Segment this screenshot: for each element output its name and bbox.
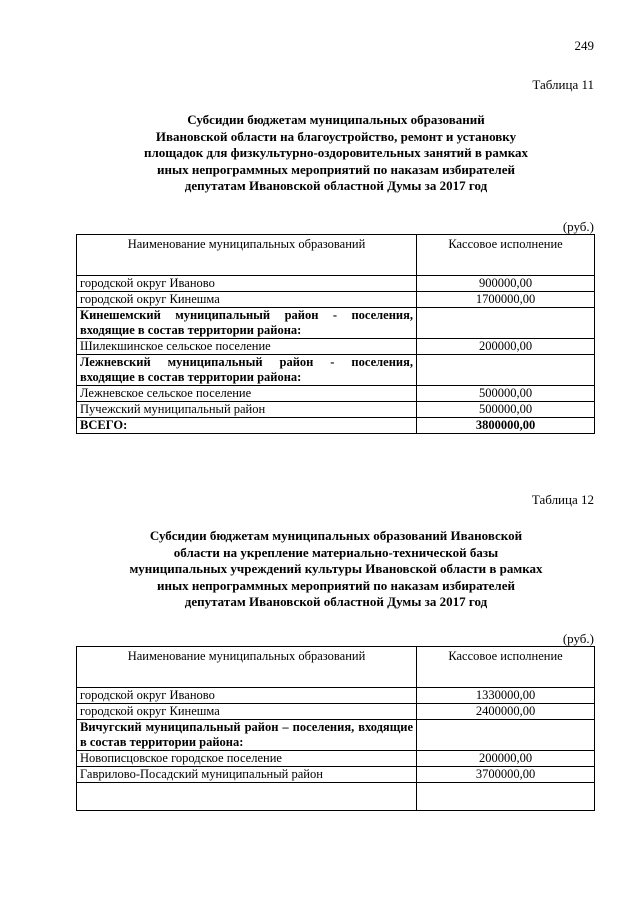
header-value-cell: Кассовое исполнение bbox=[417, 235, 595, 276]
table-12-label: Таблица 12 bbox=[531, 492, 594, 507]
row-name: Пучежский муниципальный район bbox=[77, 402, 417, 418]
table-11-heading bbox=[76, 112, 596, 195]
heading-line: депутатам Ивановской областной Думы за 2017 год bbox=[184, 594, 488, 609]
row-name-group: Лежневский муниципальный район - поселения, входящие в состав территории района: bbox=[77, 355, 417, 386]
table-row bbox=[77, 402, 595, 418]
heading-line: иных непрограммных мероприятий по наказам избирателей bbox=[157, 161, 515, 177]
row-value: 500000,00 bbox=[417, 402, 595, 418]
row-value: 3700000,00 bbox=[417, 767, 595, 783]
row-name bbox=[77, 783, 417, 811]
table-12 bbox=[76, 646, 595, 811]
table-row bbox=[77, 767, 595, 783]
row-value: 900000,00 bbox=[417, 276, 595, 292]
row-name: Гаврилово-Посадский муниципальный район bbox=[77, 767, 417, 783]
row-value bbox=[417, 783, 595, 811]
row-name: городской округ Иваново bbox=[77, 276, 417, 292]
row-value: 2400000,00 bbox=[417, 704, 595, 720]
table-row bbox=[77, 783, 595, 811]
header-value-cell: Кассовое исполнение bbox=[417, 647, 595, 688]
table-row bbox=[77, 276, 595, 292]
table-header-row bbox=[77, 647, 595, 688]
table-row bbox=[77, 751, 595, 767]
row-value: 200000,00 bbox=[417, 339, 595, 355]
row-name: Новописцовское городское поселение bbox=[77, 751, 417, 767]
row-name: Шилекшинское сельское поселение bbox=[77, 339, 417, 355]
row-value bbox=[417, 308, 595, 339]
row-value bbox=[417, 720, 595, 751]
table-header-row bbox=[77, 235, 595, 276]
table-row bbox=[77, 386, 595, 402]
row-value: 500000,00 bbox=[417, 386, 595, 402]
row-name-group: Кинешемский муниципальный район - поселения, входящие в состав территории района: bbox=[77, 308, 417, 339]
row-name: городской округ Кинешма bbox=[77, 292, 417, 308]
heading-line: площадок для физкультурно-оздоровительных занятий в рамках bbox=[143, 145, 529, 160]
total-value: 3800000,00 bbox=[417, 418, 595, 434]
row-name: городской округ Кинешма bbox=[77, 704, 417, 720]
heading-line: депутатам Ивановской областной Думы за 2017 год bbox=[184, 178, 488, 193]
heading-line: иных непрограммных мероприятий по наказам избирателей bbox=[157, 577, 515, 593]
row-value: 1330000,00 bbox=[417, 688, 595, 704]
table-11-unit: (руб.) bbox=[562, 219, 594, 234]
row-value bbox=[417, 355, 595, 386]
page-number: 249 bbox=[574, 38, 594, 53]
table-12-unit: (руб.) bbox=[562, 631, 594, 646]
heading-line: Субсидии бюджетам муниципальных образований bbox=[187, 112, 485, 127]
table-row bbox=[77, 720, 595, 751]
table-row bbox=[77, 704, 595, 720]
header-name-cell: Наименование муниципальных образований bbox=[77, 235, 417, 276]
table-row bbox=[77, 688, 595, 704]
heading-line: Субсидии бюджетам муниципальных образований Ивановской bbox=[149, 528, 523, 543]
row-name: городской округ Иваново bbox=[77, 688, 417, 704]
heading-line: области на укрепление материально-технической базы bbox=[173, 544, 499, 560]
table-row bbox=[77, 355, 595, 386]
row-value: 200000,00 bbox=[417, 751, 595, 767]
table-row bbox=[77, 339, 595, 355]
table-11 bbox=[76, 234, 595, 434]
heading-line: муниципальных учреждений культуры Ивановской области в рамках bbox=[129, 561, 543, 576]
table-11-label: Таблица 11 bbox=[532, 77, 594, 92]
table-row bbox=[77, 292, 595, 308]
table-total-row bbox=[77, 418, 595, 434]
table-row bbox=[77, 308, 595, 339]
row-name-group: Вичугский муниципальный район – поселения, входящие в состав территории района: bbox=[77, 720, 417, 751]
total-label: ВСЕГО: bbox=[77, 418, 417, 434]
header-name-cell: Наименование муниципальных образований bbox=[77, 647, 417, 688]
row-value: 1700000,00 bbox=[417, 292, 595, 308]
heading-line: Ивановской области на благоустройство, ремонт и установку bbox=[155, 128, 517, 144]
row-name: Лежневское сельское поселение bbox=[77, 386, 417, 402]
table-12-heading bbox=[76, 528, 596, 611]
